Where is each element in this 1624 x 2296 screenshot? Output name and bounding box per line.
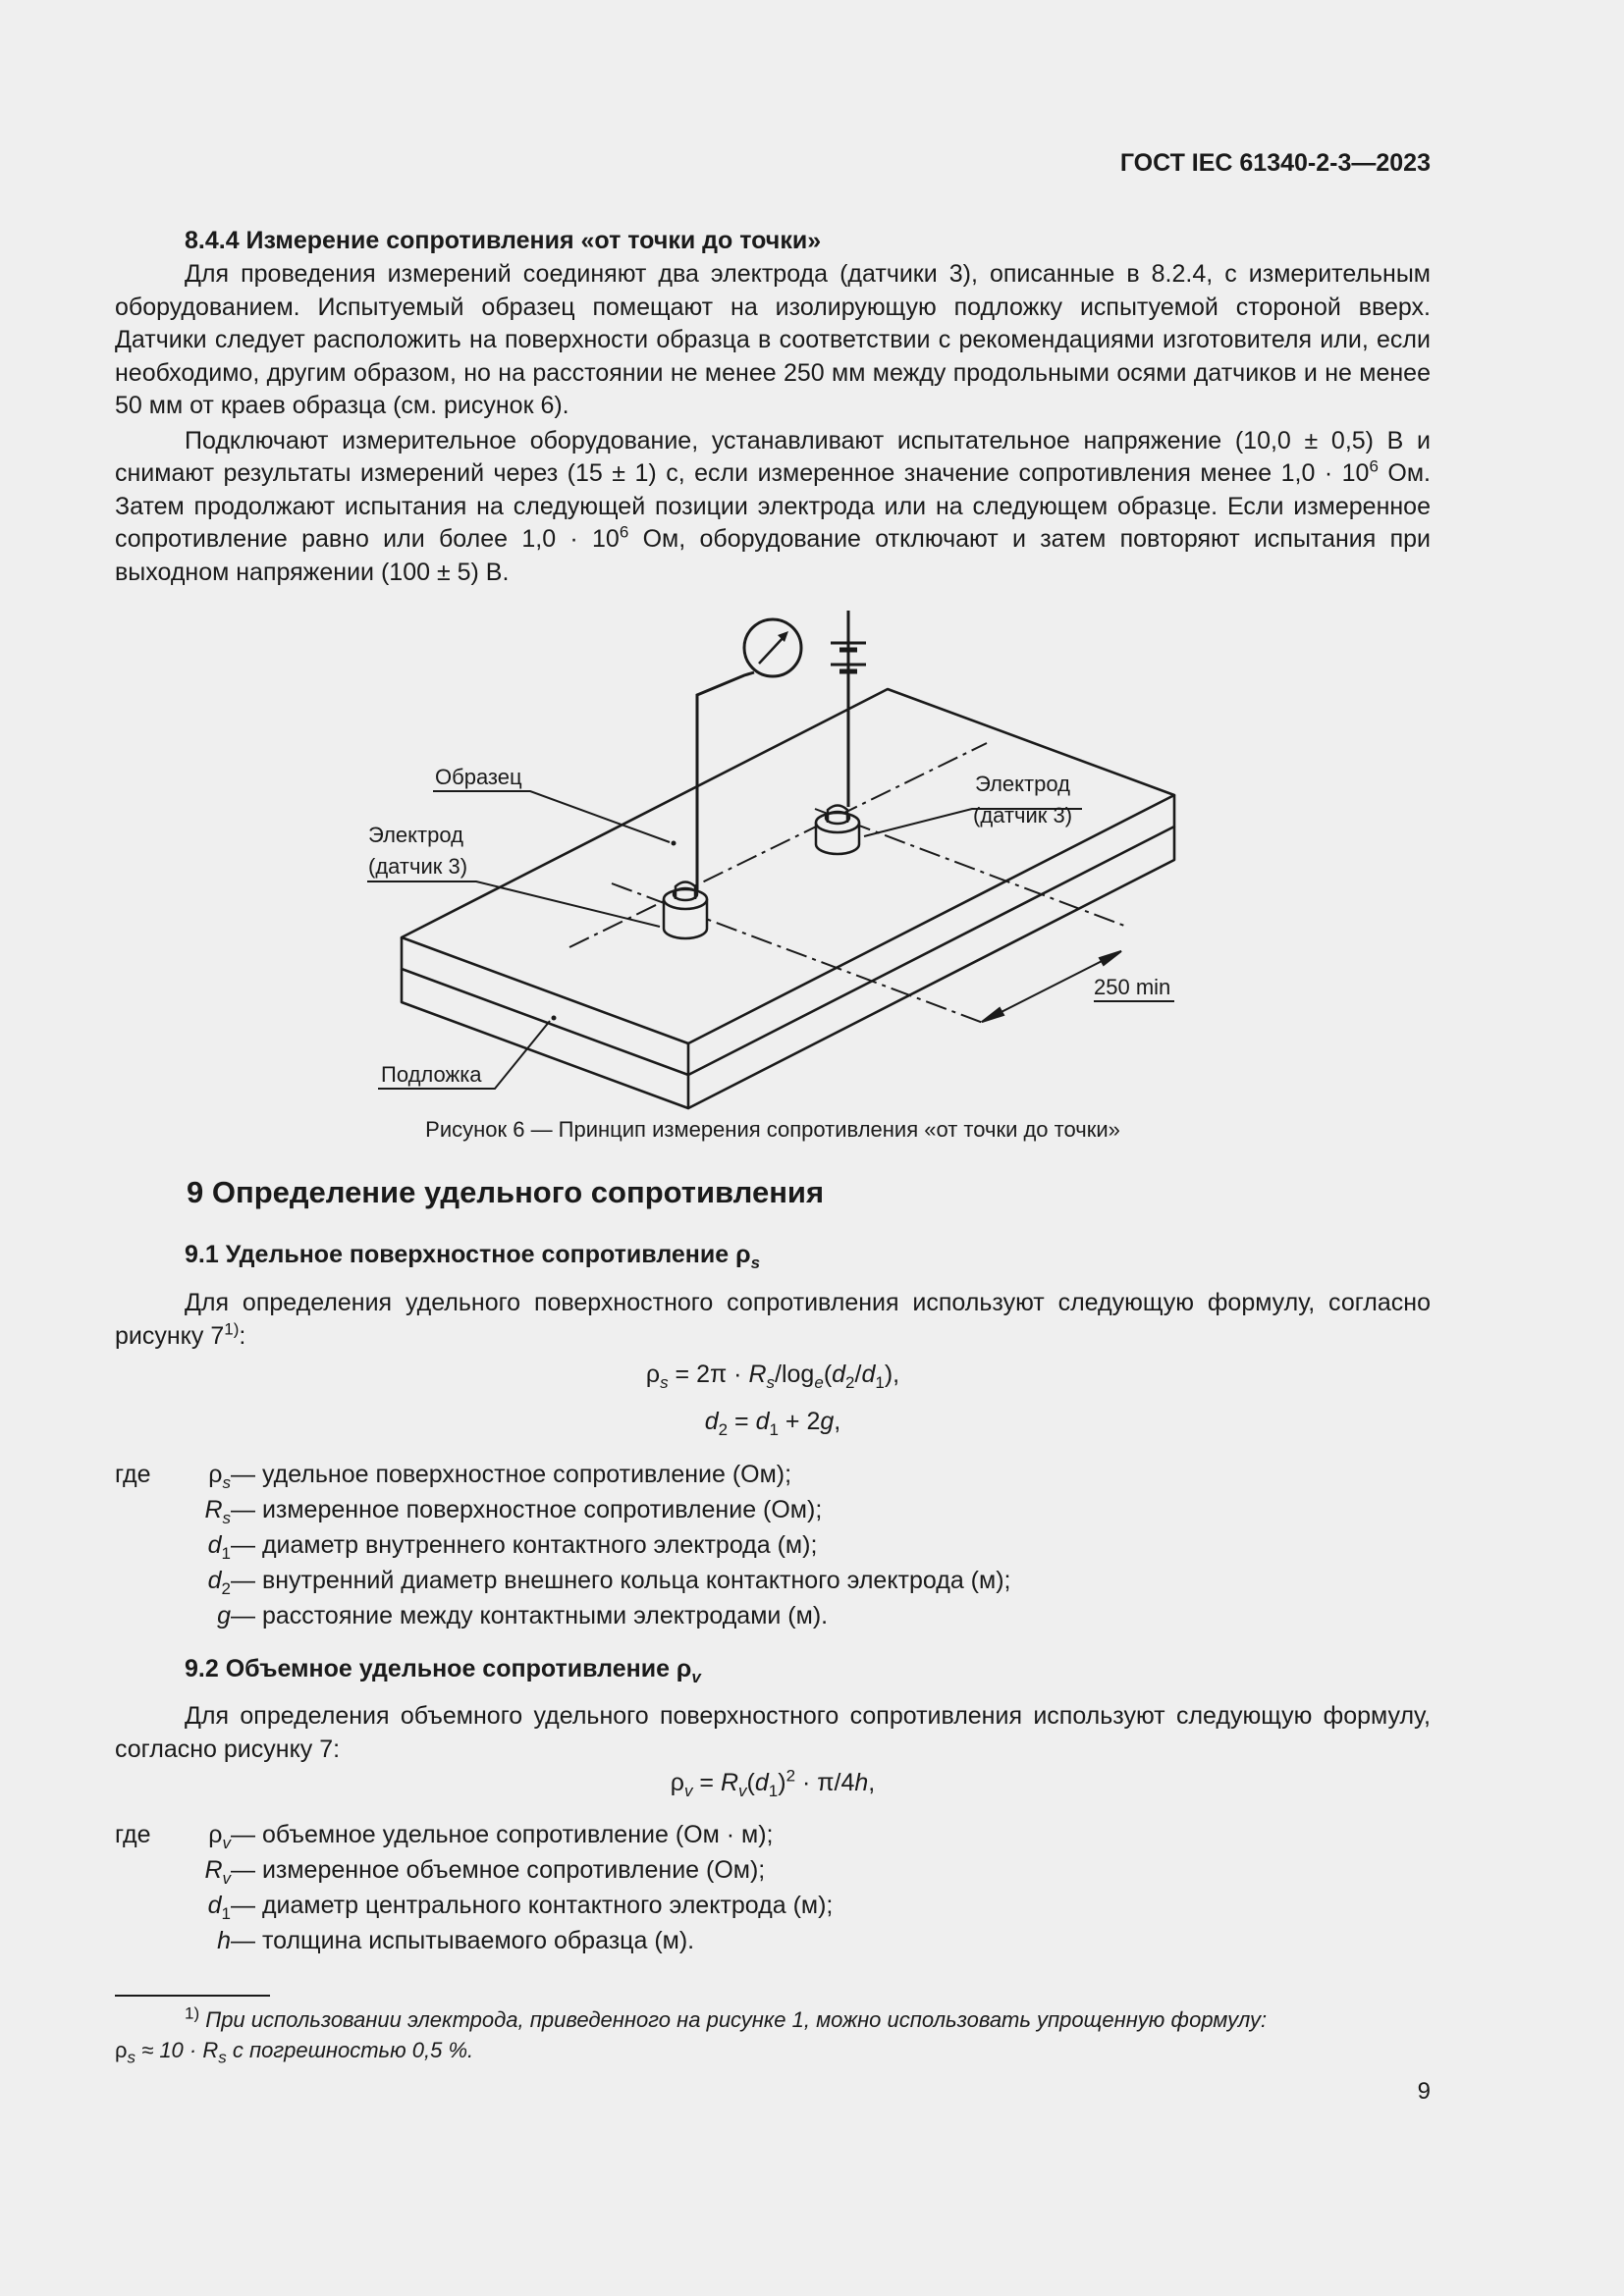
footnote: $^{1)}$ При использовании электрода, приведенного на рисунке 1, можно использовать упрощенную формулу: $\rho_s \approx 10 \cdot R_s$ с погрешностью 0,5 %.: [115, 2003, 1268, 2067]
definition-row: $R_v$ — измеренное объемное сопротивление (Ом);: [204, 1856, 766, 1888]
sample-top-face: [402, 689, 1174, 1043]
section-9-1-body: [115, 1287, 1431, 1353]
document-header: ГОСТ IEC 61340-2-3—2023: [1119, 149, 1431, 177]
footnote-rule: [115, 1995, 270, 1997]
label-dimension: 250 min: [1094, 975, 1171, 999]
paragraph: Для определения удельного поверхностного сопротивления используют следующую формулу, согласно рисунку 7$^{1)}$:: [115, 1289, 1431, 1350]
definitions-9-1: [115, 1459, 1431, 1635]
section-9-2-title: 9.2 Объемное удельное сопротивление $\rho_v$: [185, 1655, 701, 1686]
section-9-1-title: 9.1 Удельное поверхностное сопротивление $\rho_s$: [185, 1241, 761, 1272]
figure-6-caption: Рисунок 6 — Принцип измерения сопротивления «от точки до точки»: [425, 1117, 1120, 1142]
definition-row: h — толщина испытываемого образца (м).: [217, 1927, 695, 1954]
paragraph: Для определения объемного удельного поверхностного сопротивления используют следующую формулу, согласно рисунку 7:: [115, 1702, 1431, 1763]
definition-row: где $\rho_s$ — удельное поверхностное сопротивление (Ом);: [115, 1461, 792, 1492]
definition-row: $d_2$ — внутренний диаметр внешнего кольца контактного электрода (м);: [207, 1567, 1011, 1598]
formula-surface-resistivity: $\rho_s = 2\pi \cdot R_s/\log_e(d_2/d_1)$,: [645, 1361, 900, 1392]
definition-row: $d_1$ — диаметр внутреннего контактного электрода (м);: [207, 1531, 818, 1563]
section-9-title: 9 Определение удельного сопротивления: [187, 1175, 825, 1209]
label-substrate: Подложка: [381, 1062, 482, 1087]
figure-6-diagram: [353, 604, 1188, 1114]
label-electrode-right: Электрод: [975, 772, 1070, 796]
battery-icon: [831, 611, 866, 694]
label-electrode-left: Электрод: [368, 823, 463, 847]
paragraph: Подключают измерительное оборудование, устанавливают испытательное напряжение (10,0 ± 0,5) В и снимают результаты измерений через (15 ± 1) с, если измеренное значение сопротивления менее $1,0 \cdot 10^6$ Ом. Затем продолжают испытания на следующей позиции электрода или на следующем образце. Если измеренное сопротивление равно или более $1,0 \cdot 10^6$ Ом, оборудование отключают и затем повторяют испытания при выходном напряжении (100 ± 5) В.: [115, 426, 1432, 586]
section-9-2-body: [115, 1700, 1431, 1766]
label-electrode-left-sensor: (датчик 3): [368, 854, 468, 879]
label-sample: Образец: [435, 765, 522, 789]
definition-row: $d_1$ — диаметр центрального контактного электрода (м);: [207, 1892, 834, 1923]
definition-row: где $\rho_v$ — объемное удельное сопротивление (Ом · м);: [115, 1821, 774, 1852]
formula-d2: $d_2 = d_1 + 2g$,: [704, 1408, 841, 1439]
section-8-4-4-title: 8.4.4 Измерение сопротивления «от точки до точки»: [185, 227, 822, 254]
definition-row: $R_s$ — измеренное поверхностное сопротивление (Ом);: [204, 1496, 823, 1527]
page-number: 9: [1417, 2078, 1431, 2105]
formula-volume-resistivity: $\rho_v = R_v(d_1)^2 \cdot \pi/4h$,: [670, 1766, 876, 1800]
section-8-4-4-body: [115, 258, 1431, 589]
definitions-9-2: [115, 1819, 1431, 1960]
paragraph: Для проведения измерений соединяют два электрода (датчики 3), описанные в 8.2.4, с измерительным оборудованием. Испытуемый образец помещают на изолирующую подложку испытуемой стороной вверх. Датчики следует расположить на поверхности образца в соответствии с рекомендациями изготовителя или, если необходимо, другим образом, но на расстоянии не менее 250 мм между продольными осями датчиков и не менее 50 мм от краев образца (см. рисунок 6).: [115, 260, 1431, 419]
definition-row: g — расстояние между контактными электродами (м).: [217, 1602, 829, 1629]
label-electrode-right-sensor: (датчик 3): [973, 803, 1073, 828]
